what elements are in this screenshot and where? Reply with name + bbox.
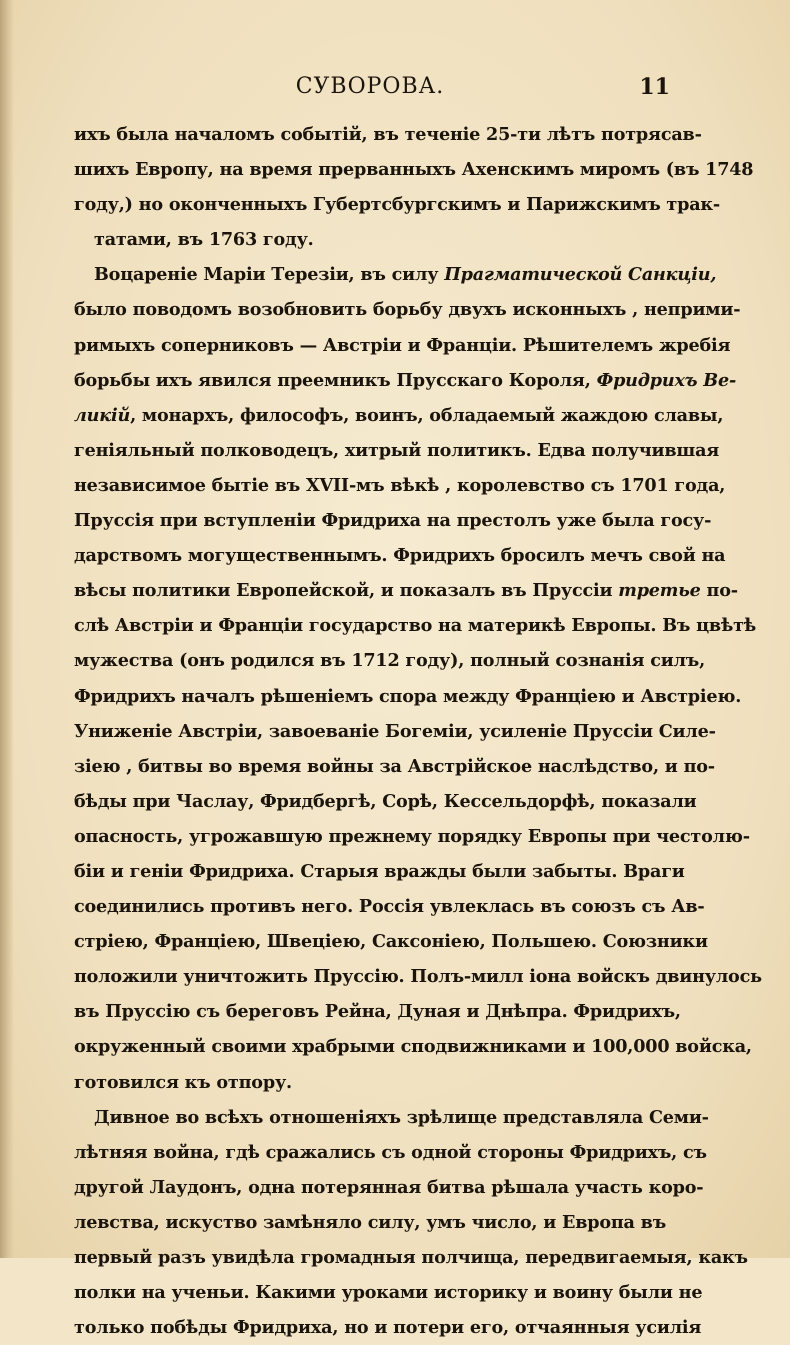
text-line: было поводомъ возобновить борьбу двухъ исконныхъ , неприми- <box>74 299 741 321</box>
italic-frederick-great: Фридрихъ Ве- <box>596 369 737 391</box>
text-line: генiяльный полководецъ, хитрый политикъ. Едва получившая <box>74 439 720 461</box>
text-line: готовился къ отпору. <box>74 1071 292 1093</box>
text-line: окруженный своими храбрыми сподвижниками и 100,000 войска, <box>74 1036 752 1058</box>
text-line: въ Пруссiю съ береговъ Рейна, Дуная и Днѣпра. Фридрихъ, <box>74 1001 681 1023</box>
italic-frederick-great-cont: ликiй <box>74 404 131 426</box>
text-segment: вѣсы политики Европейской, и показалъ въ Пруссiи <box>74 580 619 602</box>
text-line: Фридрихъ началъ рѣшенiемъ спора между Францiею и Австрiею. <box>74 685 742 707</box>
text-segment: по- <box>700 580 738 602</box>
text-line: дарствомъ могущественнымъ. Фридрихъ бросилъ мечъ свой на <box>74 545 726 567</box>
text-segment: борьбы ихъ явился преемникъ Прусскаго Короля, <box>74 369 597 391</box>
text-line: другой Лаудонъ, одна потерянная битва рѣшала участь коро- <box>74 1176 704 1198</box>
text-line: независимое бытiе въ XVII-мъ вѣкѣ , королевство съ 1701 года, <box>74 474 726 496</box>
text-line <box>74 363 737 398</box>
text-line: полки на ученьи. Какими уроками историку и воину были не <box>74 1282 703 1304</box>
page-gutter-shadow <box>0 0 14 1258</box>
text-line: бѣды при Часлау, Фридбергѣ, Сорѣ, Кессельдорфѣ, показали <box>74 790 697 812</box>
text-segment: , монархъ, философъ, воинъ, обладаемый жаждою славы, <box>130 404 724 426</box>
italic-pragmatic-sanction: Прагматической Санкцiи, <box>444 264 717 286</box>
text-line: только побѣды Фридриха, но и потери его, отчаянныя усилiя <box>74 1317 702 1339</box>
text-line: опасность, угрожавшую прежнему порядку Европы при честолю- <box>74 825 750 847</box>
page-header <box>70 74 670 104</box>
text-line: лѣтняя война, гдѣ сражались съ одной стороны Фридрихъ, съ <box>74 1141 707 1163</box>
text-line <box>74 257 717 292</box>
text-line: бiи и генiи Фридриха. Старыя вражды были забыты. Враги <box>74 860 685 882</box>
text-line: стрiею, Францiею, Швецiею, Саксонiею, Польшею. Союзники <box>74 931 708 953</box>
page-number: 11 <box>639 74 670 100</box>
text-line: зiею , битвы во время войны за Австрiйское наслѣдство, и по- <box>74 755 715 777</box>
body-text <box>74 117 762 1345</box>
text-line <box>74 398 724 433</box>
text-segment: Воцаренiе Марiи Терезiи, въ силу <box>94 264 445 286</box>
text-line: слѣ Австрiи и Францiи государство на материкѣ Европы. Въ цвѣтѣ <box>74 615 756 637</box>
text-line: году,) но оконченныхъ Губертсбургскимъ и Парижскимъ трак- <box>74 194 721 216</box>
text-line: шихъ Европу, на время прерванныхъ Ахенскимъ миромъ (въ 1748 <box>74 159 754 181</box>
running-title: СУВОРОВА. <box>295 74 445 99</box>
text-line: Дивное во всѣхъ отношенiяхъ зрѣлище представляла Семи- <box>94 1106 709 1128</box>
text-line: соединились противъ него. Россiя увлеклась въ союзъ съ Ав- <box>74 896 705 918</box>
text-line: левства, искуство замѣняло силу, умъ число, и Европа въ <box>74 1211 667 1233</box>
italic-third: третье <box>618 580 701 602</box>
text-line: римыхъ соперниковъ — Австрiи и Францiи. Рѣшителемъ жребiя <box>74 334 731 356</box>
text-line <box>74 573 738 608</box>
text-line: положили уничтожить Пруссiю. Полъ-милл iона войскъ двинулось <box>74 966 762 988</box>
text-line: Униженiе Австрiи, завоеванiе Богемiи, усиленiе Пруссiи Силе- <box>74 720 716 742</box>
text-line: татами, въ 1763 году. <box>94 229 314 251</box>
text-line: первый разъ увидѣла громадныя полчища, передвигаемыя, какъ <box>74 1247 748 1268</box>
text-line: ихъ была началомъ событiй, въ теченiе 25-ти лѣтъ потрясав- <box>74 124 702 145</box>
text-line: мужества (онъ родился въ 1712 году), полный сознанiя силъ, <box>74 650 706 672</box>
text-line: Пруссiя при вступленiи Фридриха на престолъ уже была госу- <box>74 510 712 532</box>
